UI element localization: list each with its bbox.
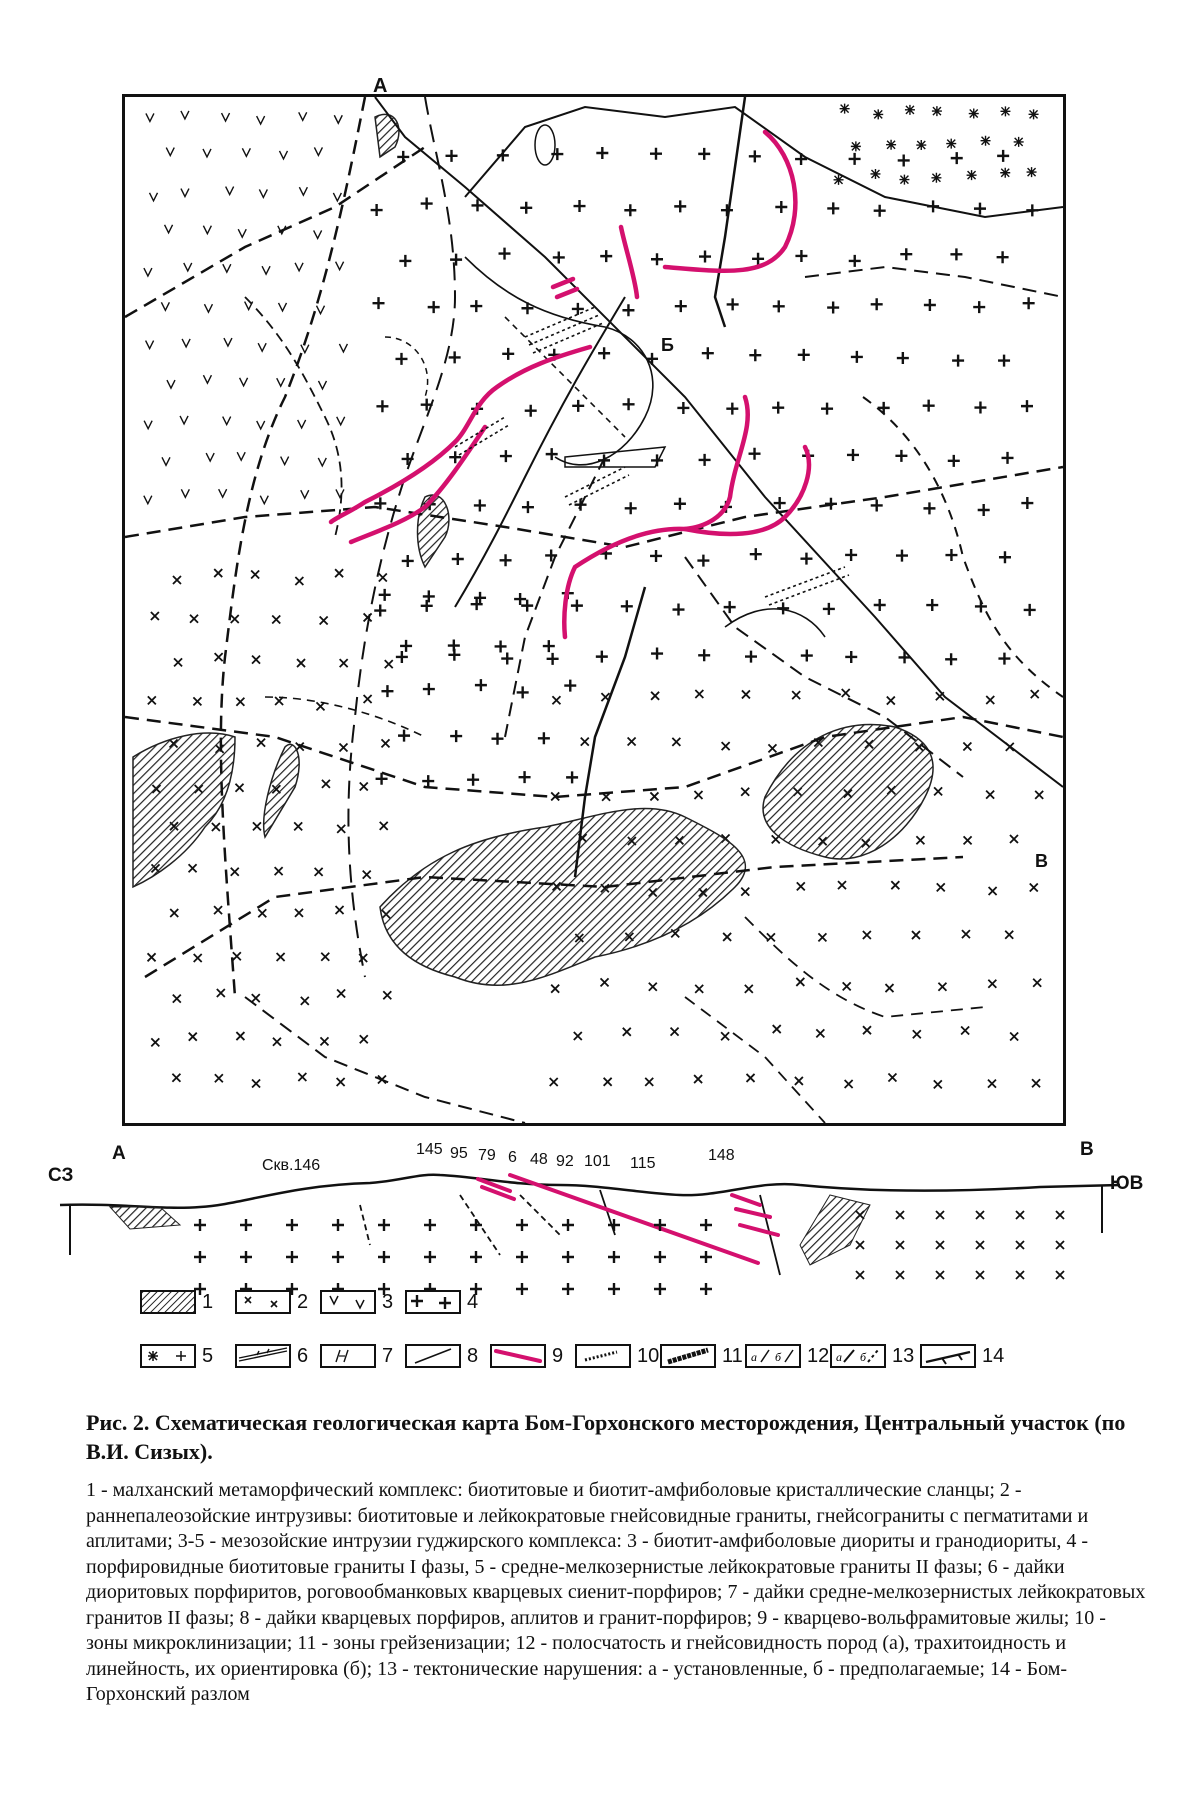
leucogranite-dike-icon (320, 1344, 376, 1368)
cross-section (40, 1135, 1160, 1305)
legend-number: 13 (892, 1345, 915, 1367)
hatched-metamorphic-icon (140, 1290, 196, 1314)
svg-text:б: б (860, 1350, 867, 1364)
point-label-b: Б (661, 335, 674, 355)
well-label: 115 (630, 1155, 656, 1172)
v-diorite-icon (320, 1290, 376, 1314)
well-label: 148 (708, 1147, 735, 1164)
section-symbols (194, 1211, 1064, 1295)
map-legend (140, 1290, 1120, 1400)
quartz-wolframite-vein-icon (490, 1344, 546, 1368)
porphyry-dike-icon (405, 1344, 461, 1368)
legend-number: 10 (637, 1345, 660, 1367)
plus-granite-phase1-icon (405, 1290, 461, 1314)
map-drawing (125, 97, 1063, 1123)
legend-number: 3 (382, 1291, 394, 1313)
banding-symbol-icon (745, 1344, 801, 1368)
tectonic-fault-icon (830, 1344, 886, 1368)
bom-gorkhon-fault-icon (920, 1344, 976, 1368)
figure-caption (86, 1408, 1146, 1708)
star-granite-phase2-icon (140, 1344, 196, 1368)
well-prefix: Скв.146 (262, 1157, 321, 1174)
svg-text:a: a (836, 1350, 842, 1364)
legend-number: 1 (202, 1291, 214, 1313)
fault-lines (125, 97, 1063, 1123)
legend-number: 6 (297, 1345, 309, 1367)
legend-number: 9 (552, 1345, 564, 1367)
caption-title: Рис. 2. Схематическая геологическая карта Бом-Горхонского месторождения, Центральный участок (по В.И. Сизых). (86, 1410, 1126, 1464)
direction-nw: СЗ (48, 1165, 74, 1186)
geological-map (122, 75, 1066, 1126)
point-label-v: В (1035, 851, 1048, 871)
well-label: 6 (508, 1149, 517, 1166)
microclinization-zone-icon (575, 1344, 631, 1368)
legend-number: 12 (807, 1345, 830, 1367)
legend-number: 8 (467, 1345, 479, 1367)
well-label: 92 (556, 1153, 574, 1170)
well-label: 145 (416, 1141, 443, 1158)
legend-number: 14 (982, 1345, 1005, 1367)
legend-number: 5 (202, 1345, 214, 1367)
well-label: 101 (584, 1153, 611, 1170)
svg-text:a: a (751, 1350, 757, 1364)
caption-text: 1 - малханский метаморфический комплекс: биотитовые и биотит-амфиболовые кристаллические сланцы; 2 - раннепалеозойские интрузивы: биотитовые и лейкократовые гнейсовидные граниты, гнейсограниты с пегматитами и аплитами; 3-5 - мезозойские интрузии гуджирского комплекса: 3 - биотит-амфиболовые диориты и гранодиориты, 4 - порфировидные биотитовые граниты I фазы, 5 - средне-мелкозернистые лейкократовые граниты II фазы; 6 - дайки диоритовых порфиритов, роговообманковых кварцевых сиенит-порфиров; 7 - дайки средне-мелкозернистых лейкократовых гранитов II фазы; 8 - дайки кварцевых порфиров, аплитов и гранит-порфиров; 9 - кварцево-вольфрамитовые жилы; 10 - зоны микроклинизации; 11 - зоны грейзенизации; 12 - полосчатость и гнейсовидность пород (а), трахитоидность и линейность, их ориентировка (б); 13 - тектонические нарушения: а - установленные, б - предполагаемые; 14 - Бом-Горхонский разлом (86, 1479, 1146, 1705)
direction-se: ЮВ (1110, 1173, 1144, 1194)
greisenization-zone-icon (660, 1344, 716, 1368)
well-label: 48 (530, 1151, 548, 1168)
section-end-v: В (1080, 1139, 1094, 1160)
well-label: 95 (450, 1145, 468, 1162)
legend-number: 7 (382, 1345, 394, 1367)
legend-number: 4 (467, 1291, 479, 1313)
svg-text:б: б (775, 1350, 782, 1364)
section-end-a: А (112, 1143, 126, 1164)
diorite-dike-icon (235, 1344, 291, 1368)
point-label-a: А (373, 75, 388, 97)
legend-number: 2 (297, 1291, 309, 1313)
legend-number: 11 (722, 1345, 743, 1367)
cross-x-granite-icon (235, 1290, 291, 1314)
well-label: 79 (478, 1147, 496, 1164)
alteration-zones (455, 307, 849, 605)
